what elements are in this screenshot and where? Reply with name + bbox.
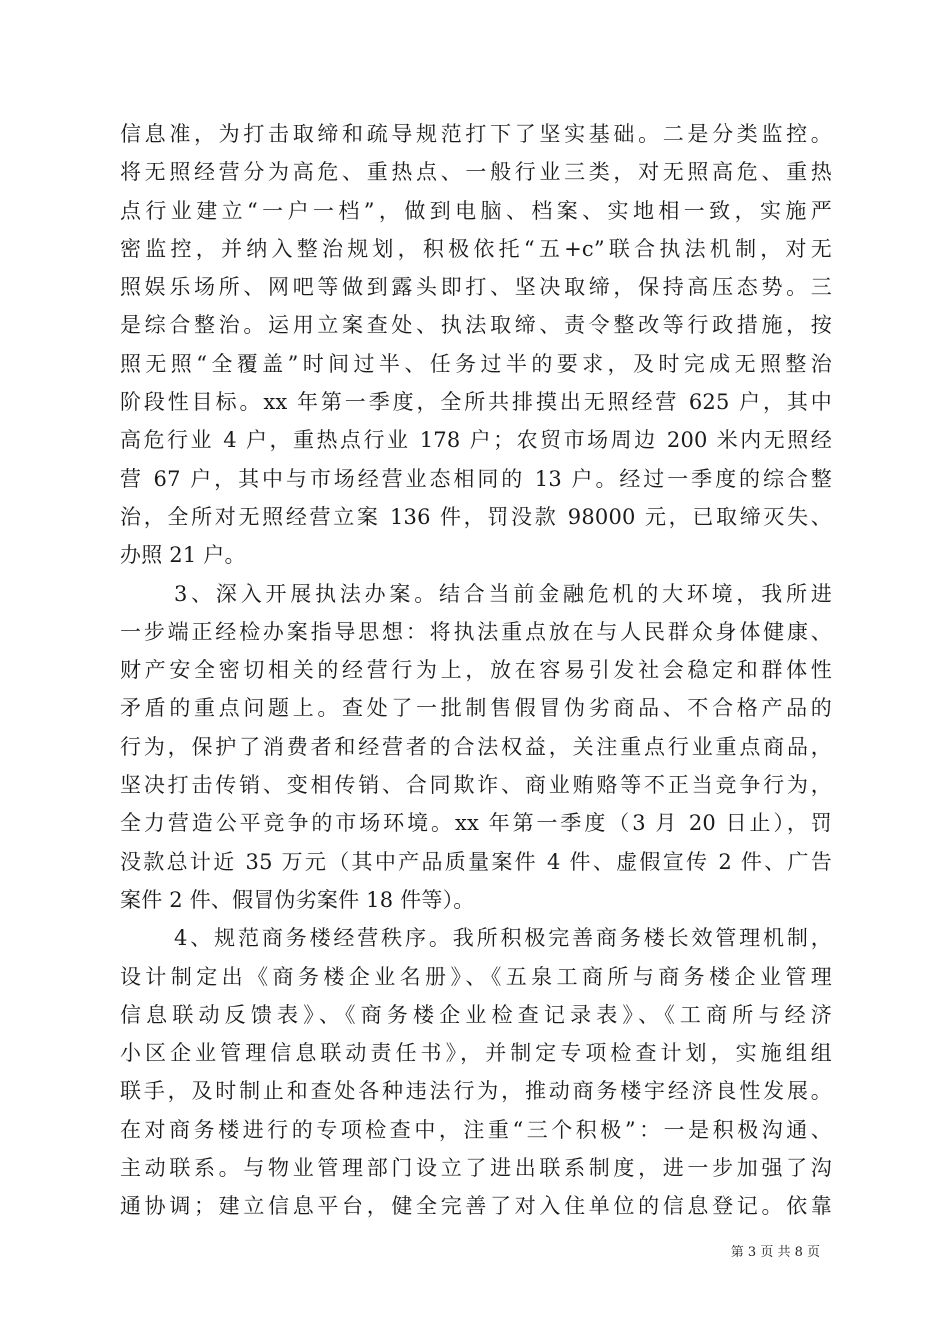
text-line: 是综合整治。运用立案查处、执法取缔、责令整改等行政措施，按 — [120, 313, 832, 338]
text-line: 信息联动反馈表》、《商务楼企业检查记录表》、《工商所与经济 — [120, 1002, 832, 1027]
page-number: 第 3 页 共 8 页 — [730, 1245, 820, 1260]
text-line: 行为，保护了消费者和经营者的合法权益，关注重点行业重点商品， — [120, 734, 832, 759]
text-line: 点行业建立“一户一档”，做到电脑、档案、实地相一致，实施严 — [120, 198, 832, 223]
text-line: 财产安全密切相关的经营行为上，放在容易引发社会稳定和群体性 — [120, 658, 832, 683]
text-line: 3、深入开展执法办案。结合当前金融危机的大环境，我所进 — [174, 581, 832, 606]
text-line: 密监控，并纳入整治规划，积极依托“五+c”联合执法机制，对无 — [120, 236, 832, 261]
text-line: 小区企业管理信息联动责任书》，并制定专项检查计划，实施组组 — [120, 1041, 832, 1066]
text-line: 信息准，为打击取缔和疏导规范打下了坚实基础。二是分类监控。 — [120, 122, 832, 146]
text-line: 案件 2 件、假冒伪劣案件 18 件等）。 — [120, 887, 475, 912]
text-line: 设计制定出《商务楼企业名册》、《五泉工商所与商务楼企业管理 — [120, 964, 832, 989]
text-line: 在对商务楼进行的专项检查中，注重“三个积极”：一是积极沟通、 — [120, 1117, 832, 1142]
text-line: 通协调；建立信息平台，健全完善了对入住单位的信息登记。依靠 — [120, 1194, 832, 1219]
text-line: 坚决打击传销、变相传销、合同欺诈、商业贿赂等不正当竞争行为， — [120, 773, 832, 798]
text-line: 一步端正经检办案指导思想：将执法重点放在与人民群众身体健康、 — [120, 619, 832, 644]
text-line: 4、规范商务楼经营秩序。我所积极完善商务楼长效管理机制， — [174, 926, 832, 951]
text-line: 联手，及时制止和查处各种违法行为，推动商务楼宇经济良性发展。 — [120, 1079, 832, 1104]
text-line: 阶段性目标。xx 年第一季度，全所共排摸出无照经营 625 户，其中 — [120, 390, 832, 415]
text-line: 办照 21 户。 — [120, 543, 246, 568]
text-line: 照娱乐场所、网吧等做到露头即打、坚决取缔，保持高压态势。三 — [120, 275, 832, 300]
text-line: 治，全所对无照经营立案 136 件，罚没款 98000 元，已取缔灭失、 — [120, 504, 832, 529]
text-line: 照无照“全覆盖”时间过半、任务过半的要求，及时完成无照整治 — [120, 351, 832, 376]
text-line: 全力营造公平竞争的市场环境。xx 年第一季度（3 月 20 日止），罚 — [120, 811, 832, 836]
text-line: 营 67 户，其中与市场经营业态相同的 13 户。经过一季度的综合整 — [120, 466, 832, 491]
text-line: 主动联系。与物业管理部门设立了进出联系制度，进一步加强了沟 — [120, 1156, 832, 1181]
text-line: 矛盾的重点问题上。查处了一批制售假冒伪劣商品、不合格产品的 — [120, 696, 832, 721]
text-line: 高危行业 4 户，重热点行业 178 户；农贸市场周边 200 米内无照经 — [120, 428, 832, 453]
text-line: 将无照经营分为高危、重热点、一般行业三类，对无照高危、重热 — [120, 160, 832, 185]
text-line: 没款总计近 35 万元（其中产品质量案件 4 件、虚假宣传 2 件、广告 — [120, 849, 832, 874]
body-text — [120, 115, 832, 1226]
